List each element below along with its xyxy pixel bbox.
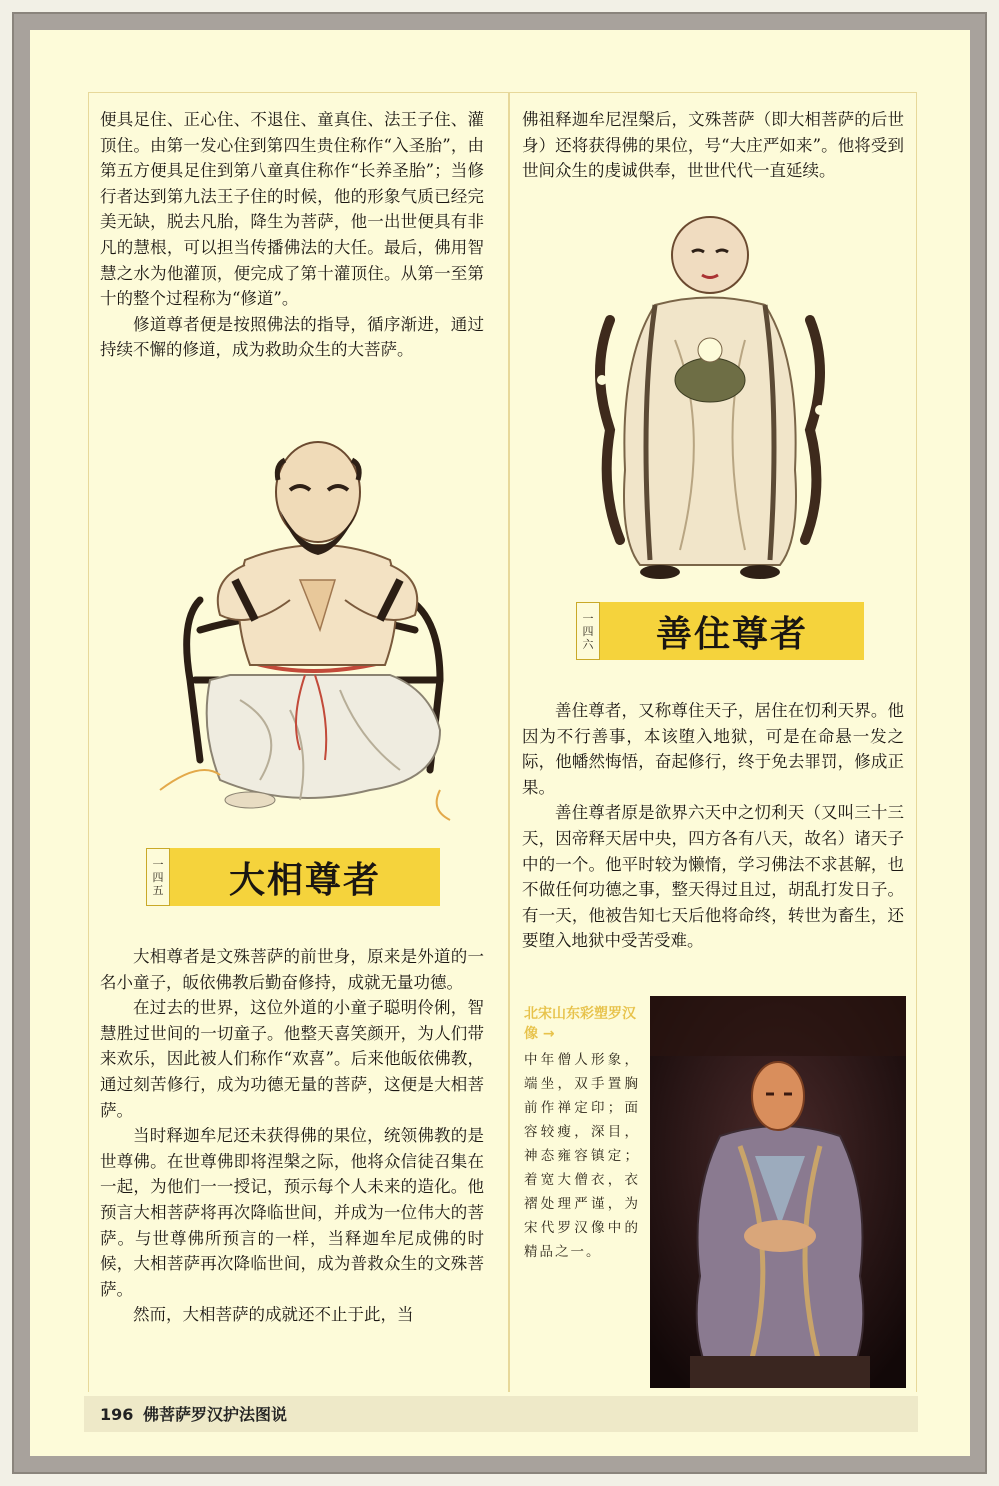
paragraph: 修道尊者便是按照佛法的指导，循序渐进，通过持续不懈的修道，成为救助众生的大菩萨。 <box>100 314 484 360</box>
daxiang-title: 大相尊者 <box>170 848 440 906</box>
page-footer <box>100 1402 287 1425</box>
right-body-text <box>522 698 904 954</box>
chapter-number <box>576 602 600 660</box>
paragraph: 便具足住、正心住、不退住、童真住、法王子住、灌顶住。由第一发心住到第四生贵住称作“入圣胎”，由第五方便具足住到第八童真住称作“长养圣胎”；当修行者达到第九法王子住的时候，他的形象气质已经完美无缺，脱去凡胎，降生为菩萨，他一出世便具有非凡的慧根，可以担当传播佛法的大任。最后，佛用智慧之水为他灌顶，便完成了第十灌顶住。从第一至第十的整个过程称为“修道”。 <box>100 110 484 309</box>
paragraph: 善住尊者，又称尊住天子，居住在忉利天界。他因为不行善事，本该堕入地狱，可是在命悬一发之际，他幡然悔悟，奋起修行，终于免去罪罚，修成正果。 <box>522 701 904 797</box>
shanzhu-title: 善住尊者 <box>600 602 864 660</box>
chapter-number-digit: 五 <box>152 883 164 897</box>
chapter-number-digit: 四 <box>152 870 164 884</box>
left-body-text <box>100 944 484 1328</box>
chapter-number-digit: 四 <box>582 624 594 638</box>
shanzhu-title-box <box>576 602 864 660</box>
song-arhat-statue-photo <box>650 996 906 1388</box>
daxiang-title-box <box>146 848 440 906</box>
right-top-text <box>522 107 904 184</box>
photo-caption-body: 中年僧人形象，端坐，双手置胸前作禅定印；面容较瘦，深目，神态雍容镇定；着宽大僧衣，衣褶处理严谨，为宋代罗汉像中的精品之一。 <box>524 1052 640 1260</box>
paragraph: 大相尊者是文殊菩萨的前世身，原来是外道的一名小童子，皈依佛教后勤奋修持，成就无量功德。 <box>100 947 484 992</box>
paragraph: 然而，大相菩萨的成就还不止于此，当 <box>133 1305 414 1325</box>
right-column-rule <box>916 92 917 1392</box>
chapter-number-digit: 一 <box>152 857 164 871</box>
book-title: 佛菩萨罗汉护法图说 <box>142 1405 287 1424</box>
chapter-number-digit: 六 <box>582 637 594 651</box>
photo-caption-heading: 北宋山东彩塑罗汉像 → <box>524 1006 636 1042</box>
left-column-rule <box>88 92 89 1392</box>
left-top-text <box>100 107 484 363</box>
column-divider <box>508 92 510 1392</box>
paragraph: 在过去的世界，这位外道的小童子聪明伶俐，智慧胜过世间的一切童子。他整天喜笑颜开，为人们带来欢乐，因此被人们称作“欢喜”。后来他皈依佛教，通过刻苦修行，成为功德无量的菩萨，这便是大相菩萨。 <box>100 998 484 1120</box>
paragraph: 当时释迦牟尼还未获得佛的果位，统领佛教的是世尊佛。在世尊佛即将涅槃之际，他将众信徒召集在一起，为他们一一授记，预示每个人未来的造化。他预言大相菩萨将再次降临世间，并成为一位伟大的菩萨。与世尊佛所预言的一样，当释迦牟尼成佛的时候，大相菩萨再次降临世间，成为普救众生的文殊菩萨。 <box>100 1126 484 1299</box>
paragraph: 佛祖释迦牟尼涅槃后，文殊菩萨（即大相菩萨的后世身）还将获得佛的果位，号“大庄严如来”。他将受到世间众生的虔诚供奉，世世代代一直延续。 <box>522 110 904 181</box>
daxiang-arhat-illustration <box>140 430 480 830</box>
top-rule <box>88 92 916 93</box>
chapter-number-digit: 一 <box>582 611 594 625</box>
shanzhu-arhat-illustration <box>580 210 840 590</box>
page-number: 196 <box>100 1405 134 1424</box>
paragraph: 善住尊者原是欲界六天中之忉利天（又叫三十三天，因帝释天居中央，四方各有八天，故名）诸天子中的一个。他平时较为懒惰，学习佛法不求甚解，也不做任何功德之事，整天得过且过，胡乱打发日子。有一天，他被告知七天后他将命终，转世为畜生，还要堕入地狱中受苦受难。 <box>522 803 904 951</box>
chapter-number <box>146 848 170 906</box>
